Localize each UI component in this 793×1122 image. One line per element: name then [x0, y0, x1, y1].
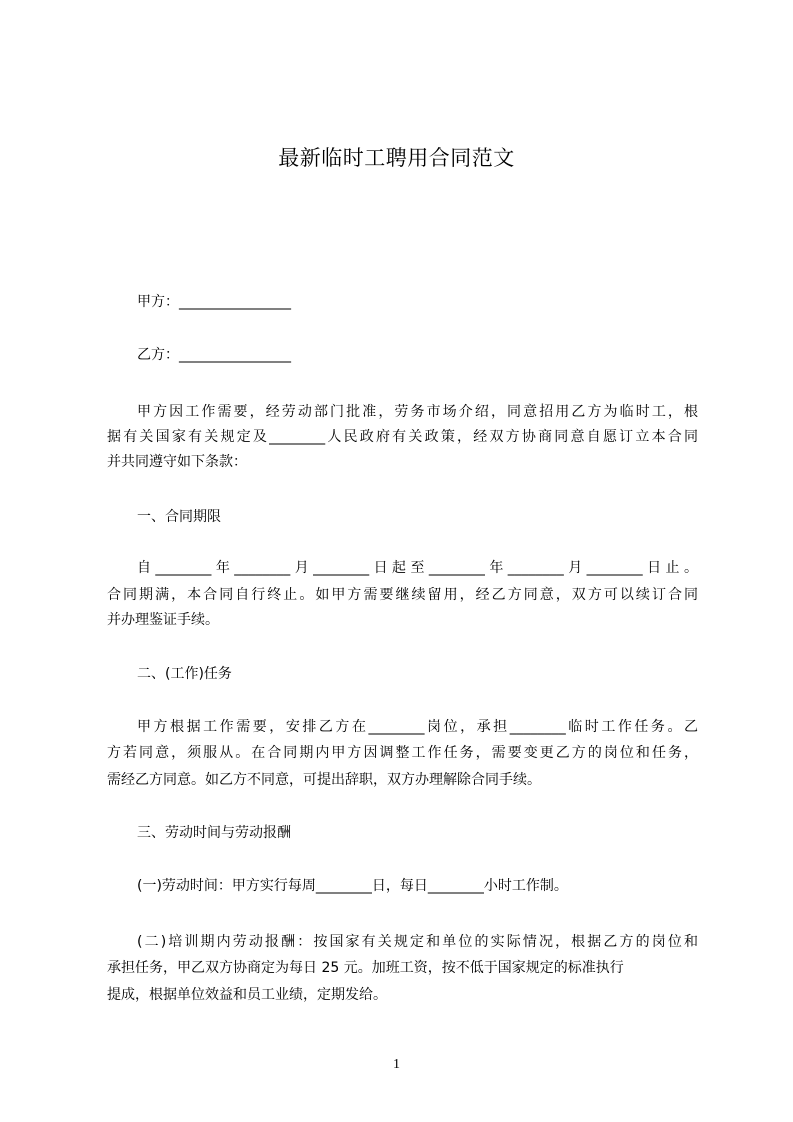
- section-1-line-3: 并办理鉴证手续。: [107, 612, 219, 628]
- section-1-heading: 一、合同期限: [137, 509, 221, 525]
- section-2-line-1: 甲方根据工作需要，安排乙方在________岗位，承担________临时工作任务。乙: [137, 719, 698, 735]
- section-3-heading: 三、劳动时间与劳动报酬: [137, 825, 291, 841]
- section-3-item-2-line-3: 提成，根据单位效益和员工业绩，定期发给。: [107, 987, 387, 1003]
- section-3-item-2-line-2: 承担任务，甲乙双方协商定为每日 25 元。加班工资，按不低于国家规定的标准执行: [107, 960, 624, 976]
- intro-line-3: 并共同遵守如下条款：: [107, 454, 247, 470]
- page-number: 1: [393, 1057, 400, 1072]
- section-1-line-2: 合同期满，本合同自行终止。如甲方需要继续留用，经乙方同意，双方可以续订合同: [107, 587, 698, 603]
- intro-line-2: 据有关国家有关规定及________人民政府有关政策，经双方协商同意自愿订立本合同: [107, 429, 698, 445]
- party-b-line: 乙方：________________: [137, 347, 291, 363]
- section-2-line-2: 方若同意，须服从。在合同期内甲方因调整工作任务，需要变更乙方的岗位和任务，: [107, 745, 698, 761]
- intro-line-1: 甲方因工作需要，经劳动部门批准，劳务市场介绍，同意招用乙方为临时工，根: [137, 404, 698, 420]
- section-2-heading: 二、(工作)任务: [137, 666, 232, 682]
- document-title: 最新临时工聘用合同范文: [278, 146, 515, 170]
- section-3-item-1: (一)劳动时间：甲方实行每周________日，每日________小时工作制。: [137, 878, 568, 894]
- section-2-line-3: 需经乙方同意。如乙方不同意，可提出辞职，双方办理解除合同手续。: [107, 772, 541, 788]
- section-1-line-1: 自________年________月________日起至________年________月________日止。: [137, 560, 698, 576]
- party-a-line: 甲方：________________: [137, 294, 291, 310]
- section-3-item-2-line-1: (二)培训期内劳动报酬：按国家有关规定和单位的实际情况，根据乙方的岗位和: [137, 934, 698, 950]
